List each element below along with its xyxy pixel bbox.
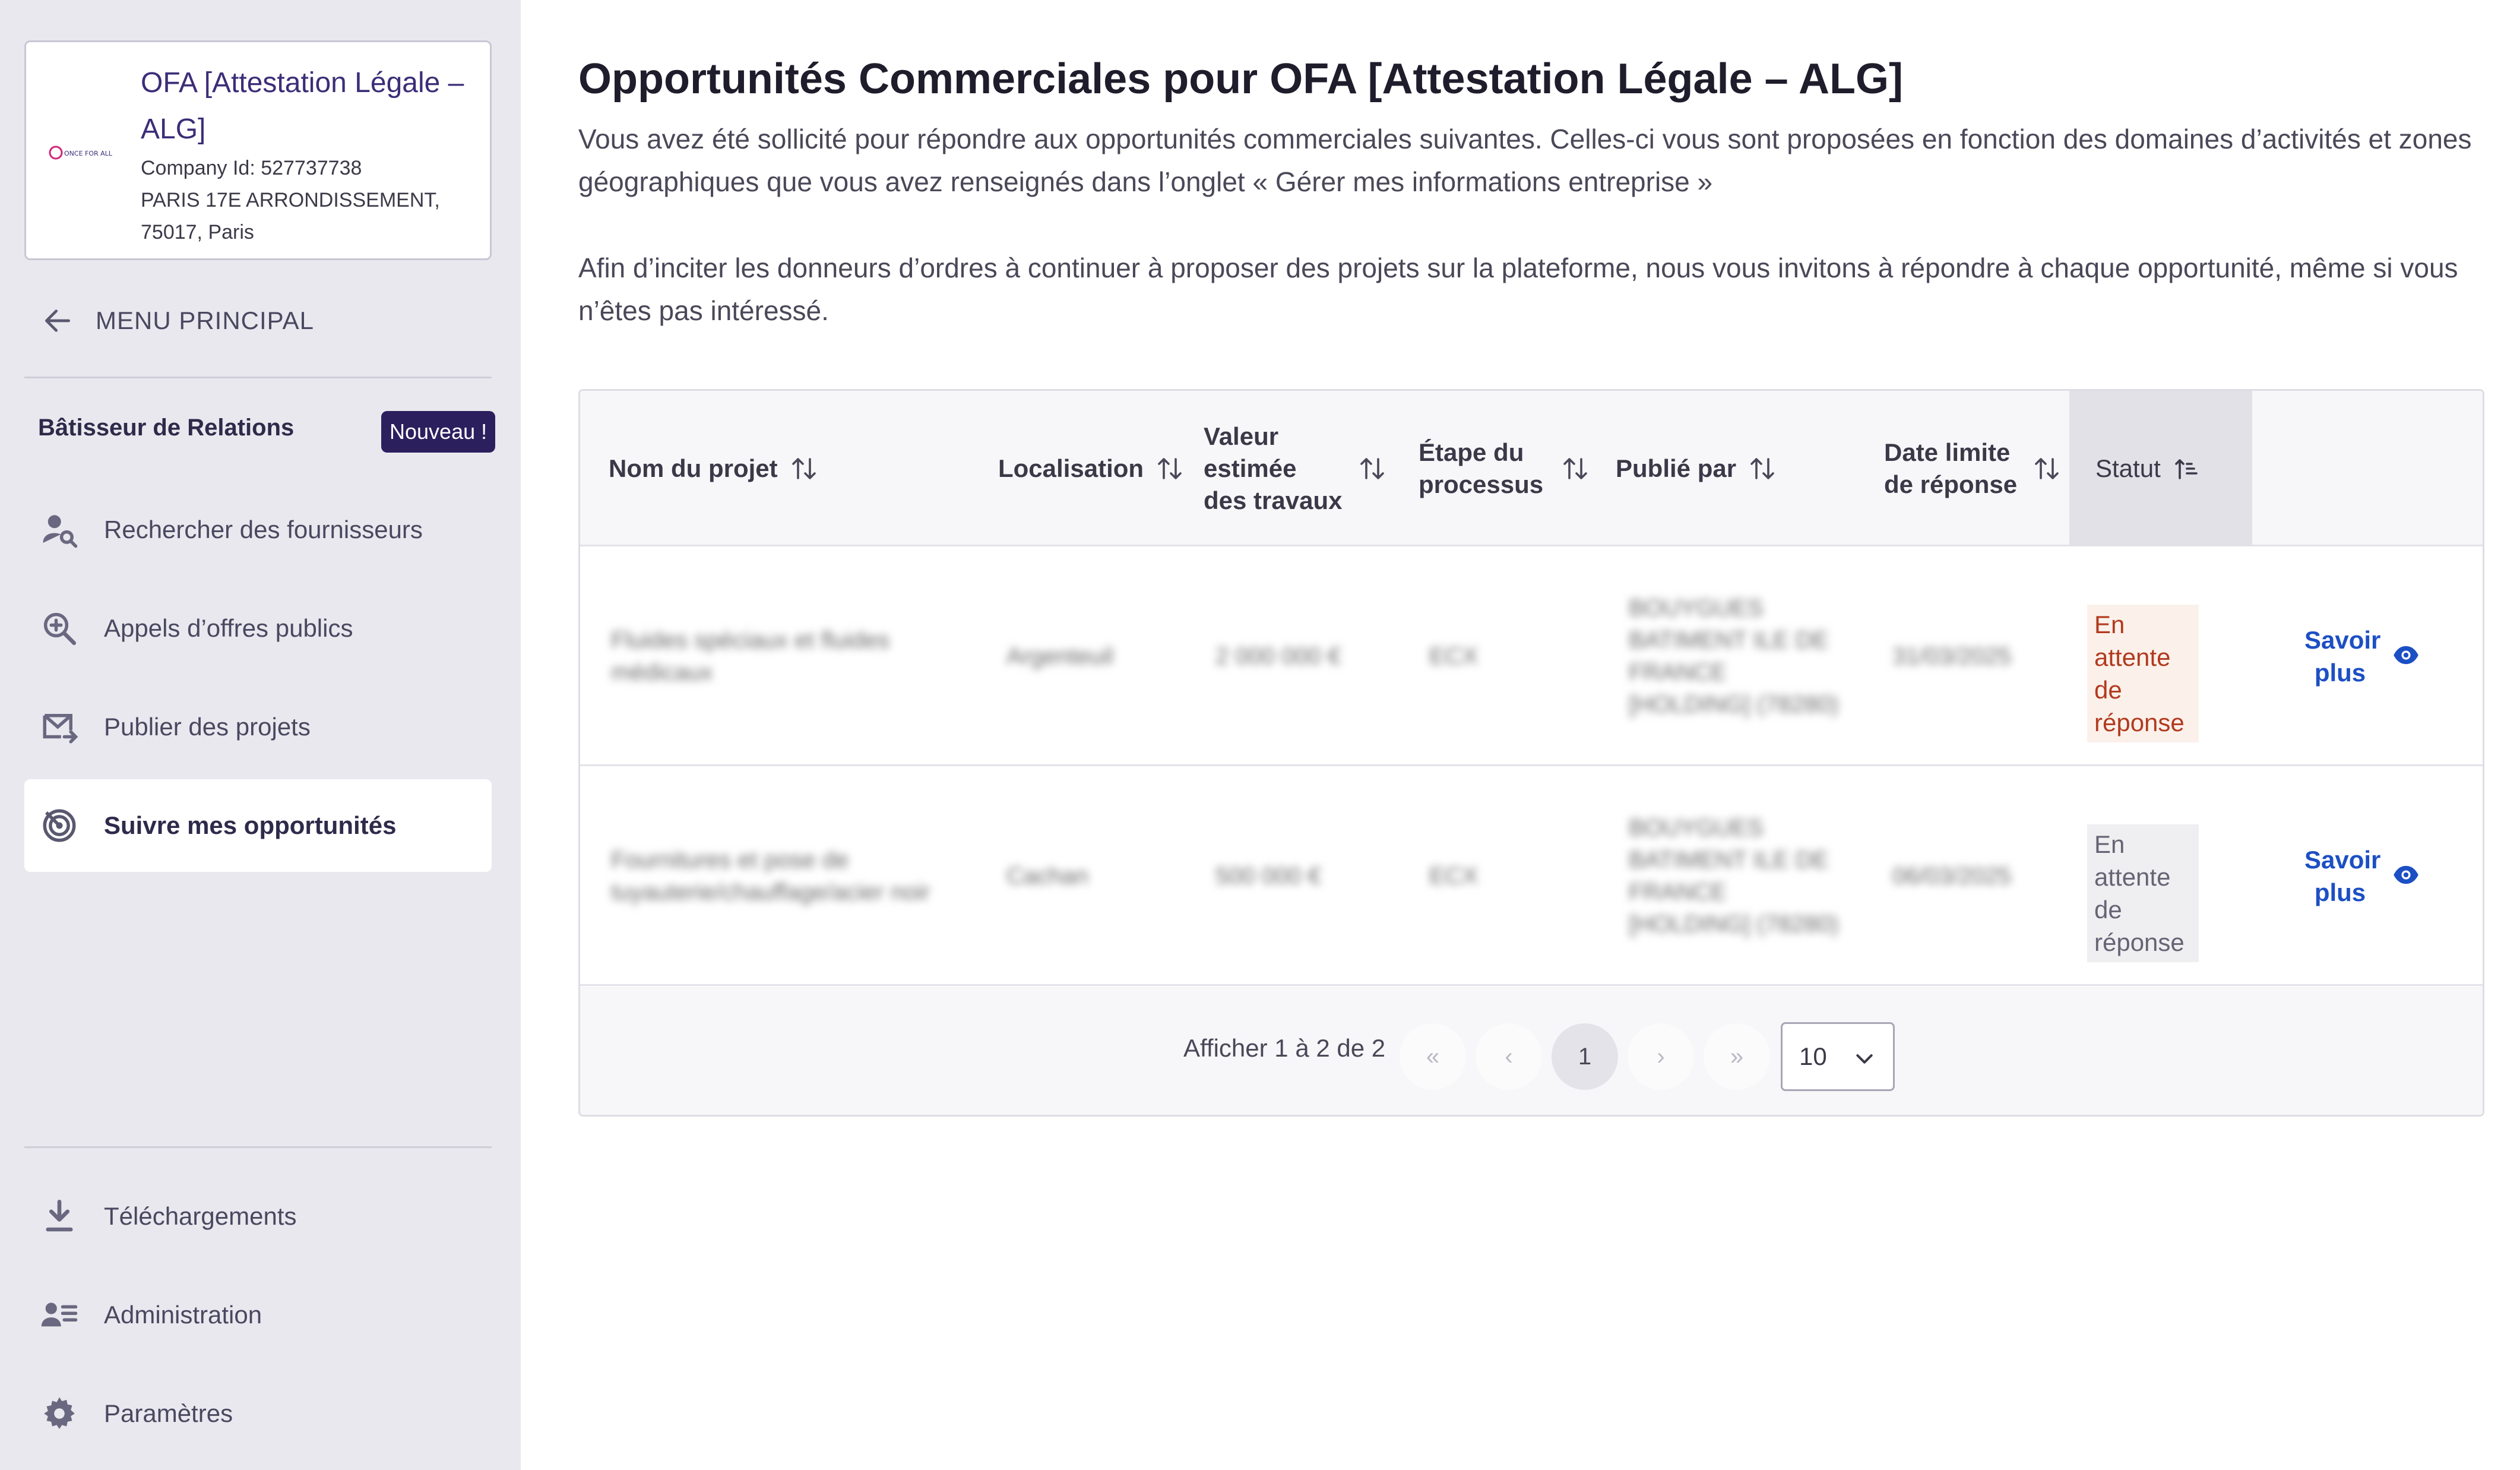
cell-stage: ECX (1429, 863, 1479, 889)
sidebar-item-label: Téléchargements (104, 1202, 297, 1230)
sidebar-item-label: Publier des projets (104, 713, 311, 741)
sidebar-item-downloads[interactable] (24, 1170, 492, 1263)
gear-icon (24, 1394, 104, 1433)
new-badge: Nouveau ! (381, 411, 495, 453)
next-page-button[interactable]: › (1628, 1023, 1694, 1090)
table-row (580, 766, 2483, 986)
opportunities-table (578, 389, 2484, 1117)
company-card (24, 40, 492, 260)
sort-icon (1157, 454, 1183, 483)
cell-deadline: 06/03/2025 (1892, 863, 2012, 889)
sidebar-item-label: Administration (104, 1301, 262, 1329)
column-header-stage[interactable]: Étape du processus (1419, 391, 1609, 546)
column-header-deadline[interactable]: Date limite de réponse (1884, 391, 2068, 546)
zoom-in-icon (24, 609, 104, 648)
sort-icon (1359, 454, 1385, 483)
arrow-left-icon (24, 304, 96, 337)
pagination (580, 987, 2483, 1117)
sort-ascending-icon (2174, 454, 2200, 483)
back-to-main-menu[interactable] (24, 297, 492, 344)
sidebar-item-administration[interactable] (24, 1269, 492, 1361)
eye-icon (2392, 640, 2420, 673)
mail-send-icon (24, 707, 104, 747)
sidebar-divider-bottom (24, 1146, 492, 1148)
cell-stage: ECX (1429, 643, 1479, 669)
sidebar-item-settings[interactable] (24, 1367, 492, 1460)
sidebar-divider-top (24, 377, 492, 378)
column-header-status[interactable]: Statut (2069, 391, 2252, 546)
table-header (580, 391, 2483, 546)
table-row (580, 546, 2483, 766)
intro-text: Vous avez été sollicité pour répondre aux opportunités commerciales suivantes. Celles-ci vous sont proposées en fonction des domaines d’activités et zones géographiques que vous avez renseignés dans l’onglet « Gérer mes informations entreprise » (578, 124, 2472, 197)
column-header-published-by[interactable]: Publié par (1616, 391, 1865, 546)
eye-icon (2392, 860, 2420, 893)
page-title: Opportunités Commerciales pour OFA [Attestation Légale – ALG] (578, 55, 1903, 103)
pagination-summary: Afficher 1 à 2 de 2 (1183, 1034, 1386, 1062)
sort-icon (2034, 454, 2060, 483)
page-size-select[interactable]: 10 (1781, 1022, 1895, 1091)
cell-deadline: 31/03/2025 (1892, 643, 2012, 669)
cell-published-by: BOUYGUES BATIMENT ILE DE FRANCE [HOLDING] (78280) (1629, 815, 1839, 937)
sidebar-item-public-tenders[interactable] (24, 582, 492, 675)
column-header-project[interactable]: Nom du projet (609, 391, 977, 546)
savoir-plus-link[interactable]: Savoir plus (2304, 624, 2420, 689)
sidebar-item-label: Appels d’offres publics (104, 614, 353, 642)
sidebar-item-label: Suivre mes opportunités (104, 811, 397, 839)
sidebar-item-track-opportunities[interactable] (24, 779, 492, 872)
company-address-line1: PARIS 17E ARRONDISSEMENT, (141, 189, 440, 211)
sort-icon (1562, 454, 1588, 483)
page-button-current[interactable]: 1 (1552, 1023, 1618, 1090)
prev-page-button[interactable]: ‹ (1476, 1023, 1542, 1090)
sort-icon (1749, 454, 1775, 483)
sidebar-item-search-suppliers[interactable] (24, 483, 492, 576)
main-content (521, 0, 2520, 1470)
first-page-button[interactable]: « (1400, 1023, 1466, 1090)
sidebar (0, 0, 521, 1470)
user-list-icon (24, 1295, 104, 1335)
target-icon (24, 806, 104, 845)
company-meta (141, 152, 473, 248)
download-icon (24, 1197, 104, 1236)
company-name: OFA [Attestation Légale – ALG] (141, 67, 464, 145)
savoir-plus-link[interactable]: Savoir plus (2304, 843, 2420, 909)
column-header-location[interactable]: Localisation (998, 391, 1200, 546)
last-page-button[interactable]: » (1704, 1023, 1770, 1090)
cell-value: 2 000 000 € (1215, 643, 1341, 669)
cell-location: Cachan (1006, 863, 1088, 889)
company-id: Company Id: 527737738 (141, 157, 362, 179)
cell-location: Argenteuil (1006, 643, 1114, 669)
company-logo (48, 137, 125, 168)
cell-published-by: BOUYGUES BATIMENT ILE DE FRANCE [HOLDING] (78280) (1629, 595, 1839, 717)
sidebar-item-publish-projects[interactable] (24, 681, 492, 773)
user-search-icon (24, 510, 104, 549)
intro-text-2: Afin d’inciter les donneurs d’ordres à continuer à proposer des projets sur la plateforme, nous vous invitons à répondre à chaque opportunité, même si vous n’êtes pas intéressé. (578, 252, 2458, 326)
status-badge: En attente de réponse (2087, 824, 2199, 962)
cell-project: Fournitures et pose de tuyauterie/chauffage/acier noir (611, 847, 930, 905)
status-badge: En attente de réponse (2087, 605, 2199, 742)
chevron-down-icon (1853, 1047, 1876, 1076)
sort-icon (791, 454, 817, 483)
column-header-value[interactable]: Valeur estimée des travaux (1204, 391, 1405, 546)
sidebar-item-label: Paramètres (104, 1399, 233, 1427)
section-title: Bâtisseur de Relations (38, 415, 295, 441)
cell-value: 500 000 € (1215, 863, 1321, 889)
svg-text:ONCE FOR ALL: ONCE FOR ALL (64, 150, 112, 157)
company-address-line2: 75017, Paris (141, 221, 254, 244)
sidebar-item-label: Rechercher des fournisseurs (104, 516, 423, 543)
cell-project: Fluides spéciaux et fluides médicaux (611, 627, 890, 685)
back-label: MENU PRINCIPAL (96, 306, 314, 334)
